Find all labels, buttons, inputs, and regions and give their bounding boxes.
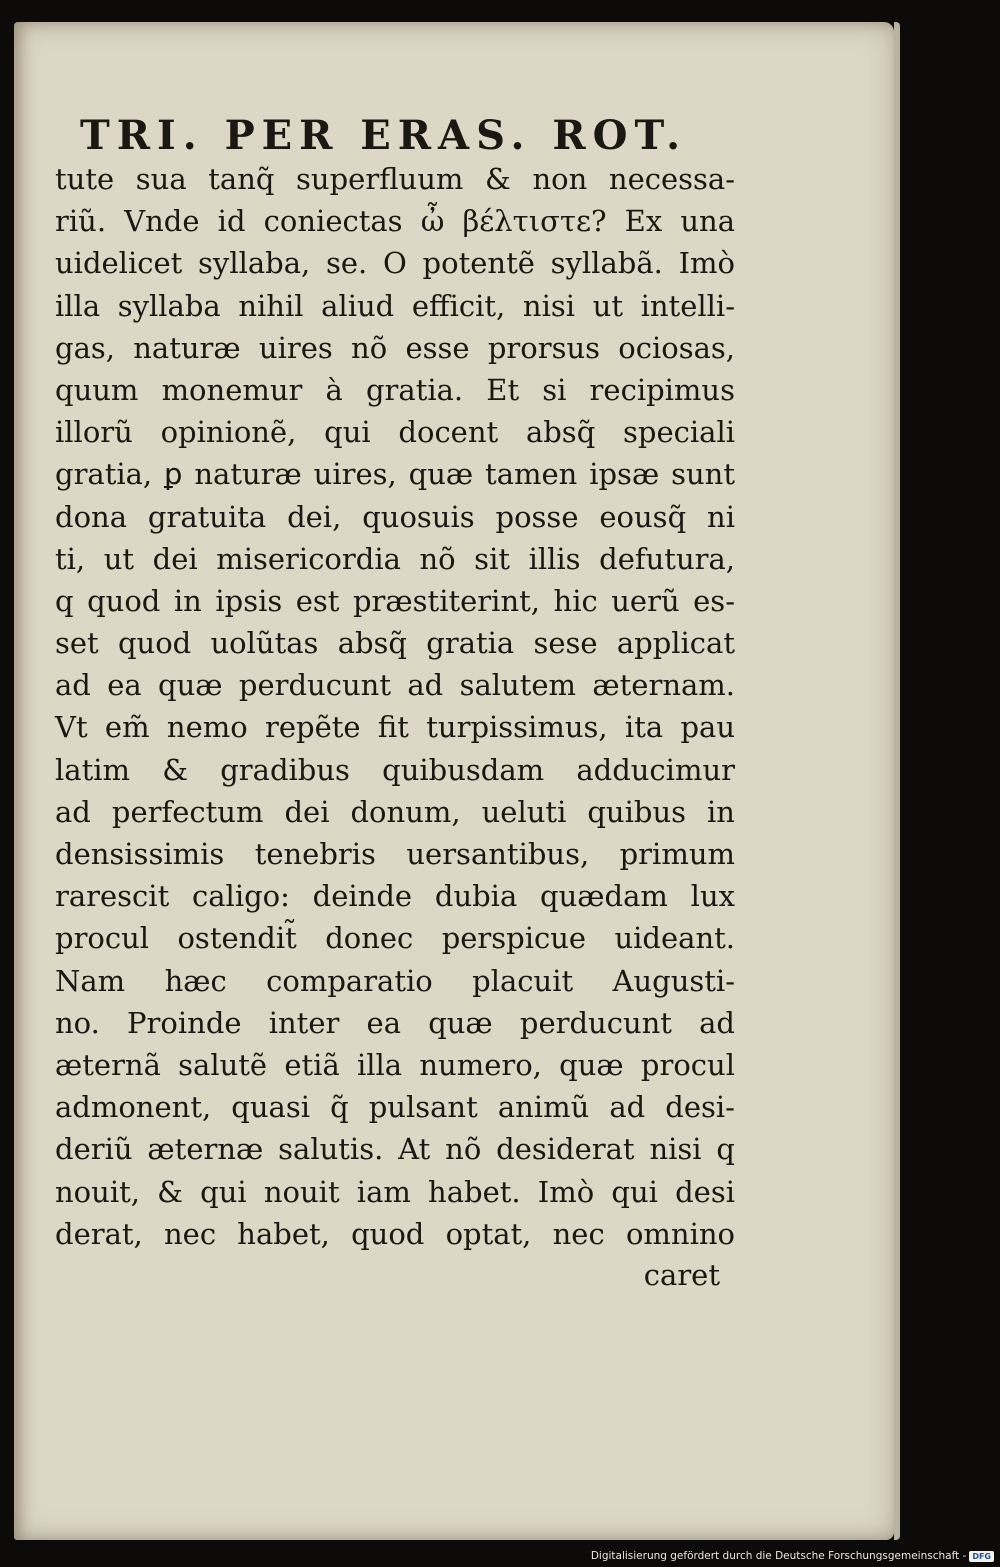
text-line: gas, naturæ uires nõ esse prorsus ociosas, bbox=[55, 330, 735, 365]
text-line: no. Proinde inter ea quæ perducunt ad bbox=[55, 1005, 735, 1040]
text-line: tute sua tanq̃ superfluum & non necessa- bbox=[55, 162, 735, 196]
text-line: derat, nec habet, quod optat, nec omnino bbox=[55, 1216, 735, 1251]
text-line: rarescit caligo: deinde dubia quædam lux bbox=[55, 879, 735, 914]
text-line: gratia, ꝑ naturæ uires, quæ tamen ipsæ sunt bbox=[55, 457, 735, 492]
text-line: q quod in ipsis est præstiterint, hic uerũ es- bbox=[55, 583, 735, 618]
text-line: riũ. Vnde id coniectas ὦ βέλτιστε? Ex una bbox=[55, 204, 735, 239]
text-line: illa syllaba nihil aliud efficit, nisi ut intelli- bbox=[55, 288, 735, 323]
text-line: deriũ æternæ salutis. At nõ desiderat nisi q bbox=[55, 1132, 735, 1167]
page-edge bbox=[894, 22, 900, 1540]
text-line: quum monemur à gratia. Et si recipimus bbox=[55, 372, 735, 407]
credit-text: Digitalisierung gefördert durch die Deutsche Forschungsgemeinschaft - bbox=[590, 1550, 967, 1562]
text-line: Vt em̃ nemo repẽte fit turpissimus, ita pau bbox=[55, 710, 735, 745]
text-line: ad perfectum dei donum, ueluti quibus in bbox=[55, 794, 735, 829]
text-line: ad ea quæ perducunt ad salutem æternam. bbox=[55, 668, 735, 703]
text-line: illorũ opinionẽ, qui docent absq̃ speciali bbox=[55, 415, 735, 450]
text-line: densissimis tenebris uersantibus, primum bbox=[55, 837, 735, 871]
text-block bbox=[55, 158, 735, 1255]
catchword: caret bbox=[643, 1258, 720, 1292]
digitization-credit bbox=[591, 1550, 994, 1562]
text-line: nouit, & qui nouit iam habet. Imò qui desi bbox=[55, 1174, 735, 1209]
text-line: set quod uolũtas absq̃ gratia sese applicat bbox=[55, 626, 735, 661]
text-line: uidelicet syllaba, se. O potentẽ syllabã. Imò bbox=[55, 246, 735, 281]
running-head: TRI. PER ERAS. ROT. bbox=[80, 112, 688, 159]
text-line: latim & gradibus quibusdam adducimur bbox=[55, 752, 735, 787]
text-line: Nam hæc comparatio placuit Augusti- bbox=[55, 963, 735, 998]
dfg-logo-icon: DFG bbox=[969, 1551, 994, 1562]
text-line: admonent, quasi q̃ pulsant animũ ad desi- bbox=[55, 1090, 735, 1125]
text-line: æternã salutẽ etiã illa numero, quæ procul bbox=[55, 1047, 735, 1082]
text-line: ti, ut dei misericordia nõ sit illis defutura, bbox=[55, 541, 735, 576]
text-line: procul ostendit̃ donec perspicue uideant. bbox=[55, 921, 735, 956]
text-line: dona gratuita dei, quosuis posse eousq̃ ni bbox=[55, 499, 735, 534]
